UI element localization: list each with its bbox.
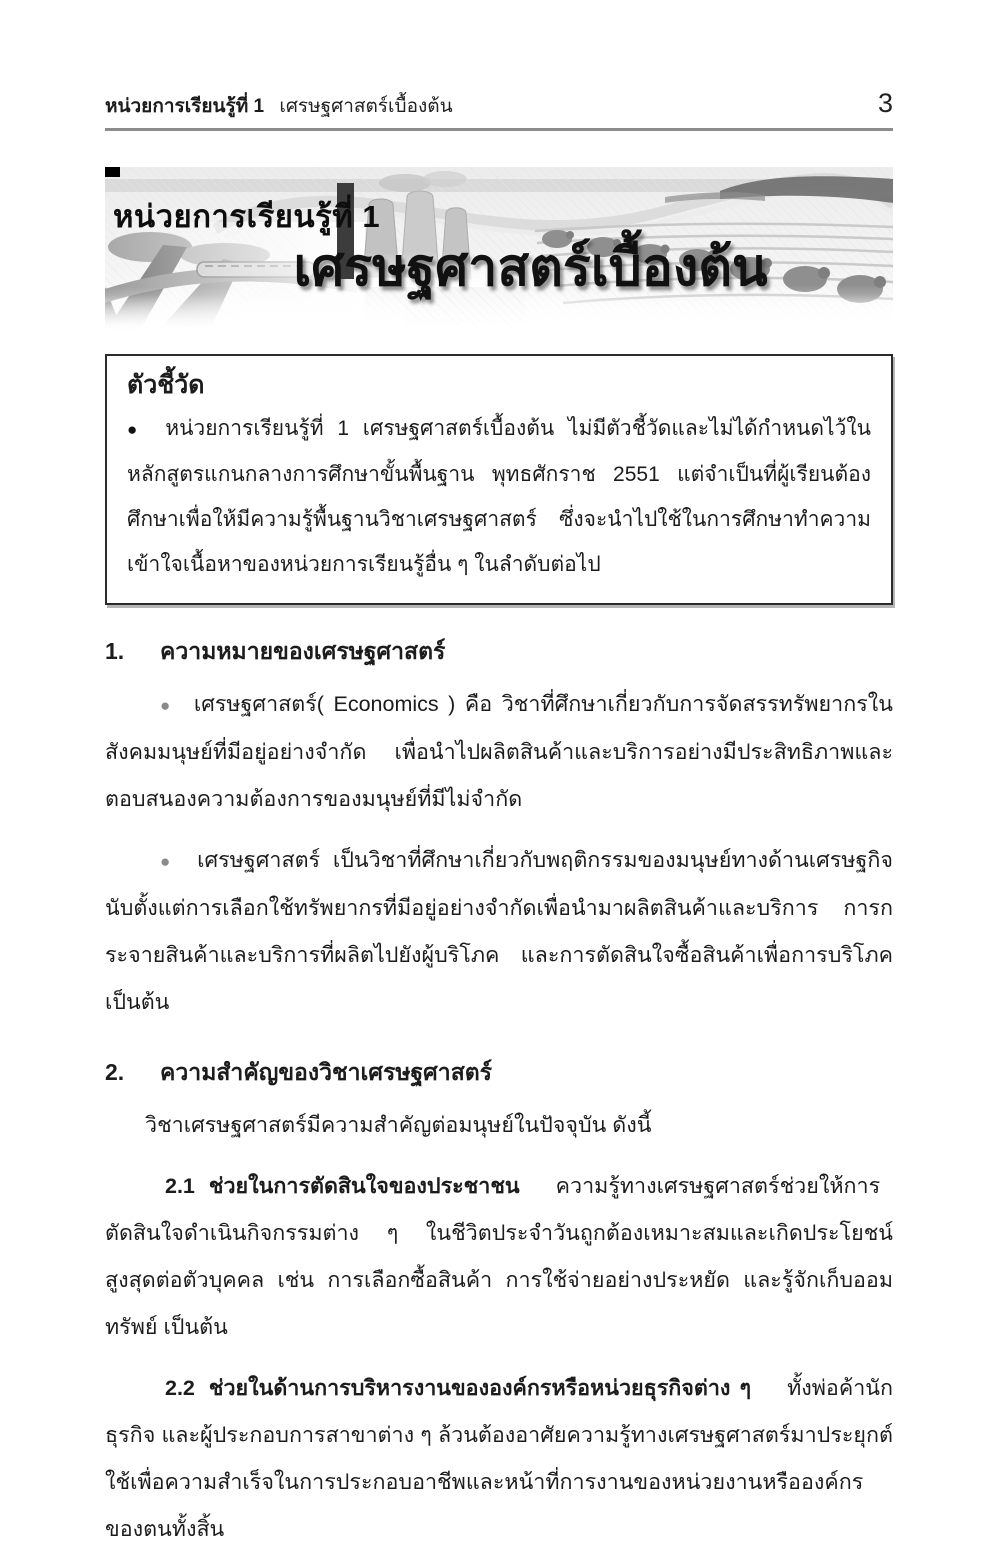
unit-banner [105,167,893,332]
subsection-2-1-title: ช่วยในการตัดสินใจของประชาชน [208,1174,520,1198]
section-2-number: 2. [105,1059,125,1085]
indicator-box-paragraph [127,406,871,587]
bullet-icon: ● [160,852,178,871]
banner-unit-label: หน่วยการเรียนรู้ที่ 1 [113,199,381,234]
section-1-heading [105,635,893,667]
bullet-icon: ● [127,420,146,439]
indicator-box-text: หน่วยการเรียนรู้ที่ 1 เศรษฐศาสตร์เบื้องต้น ไม่มีตัวชี้วัดและไม่ได้กำหนดไว้ในหลักสูตรแกนกลางการศึกษาขั้นพื้นฐาน พุทธศักราช 2551 แต่จำเป็นที่ผู้เรียนต้องศึกษาเพื่อให้มีความรู้พื้นฐานวิชาเศรษฐศาสตร์ ซึ่งจะนำไปใช้ในการศึกษาทำความเข้าใจเนื้อหาของหน่วยการเรียนรู้อื่น ๆ ในลำดับต่อไป [127,417,871,576]
section-2-title: ความสำคัญของวิชาเศรษฐศาสตร์ [160,1059,493,1085]
running-header [105,88,893,121]
indicator-box [105,354,893,605]
indicator-box-title: ตัวชี้วัด [127,371,205,399]
subsection-2-2-text: ทั้งพ่อค้านักธุรกิจ และผู้ประกอบการสาขาต่าง ๆ ล้วนต้องอาศัยความรู้ทางเศรษฐศาสตร์มาประยุกต์ใช้เพื่อความสำเร็จในการประกอบอาชีพและหน้าที่การงานของหน่วยงานหรือองค์กรของตนทั้งสิ้น [105,1376,893,1541]
bullet-icon: ● [160,696,174,715]
subsection-2-1-text: ความรู้ทางเศรษฐศาสตร์ช่วยให้การตัดสินใจดำเนินกิจกรรมต่าง ๆ ในชีวิตประจำวันถูกต้องเหมาะสมและเกิดประโยชน์สูงสุดต่อตัวบุคคล เช่น การเลือกซื้อสินค้า การใช้จ่ายอย่างประหยัด และรู้จักเก็บออมทรัพย์ เป็นต้น [105,1174,893,1339]
subsection-2-1-paragraph [105,1163,893,1351]
subsection-2-2-title: ช่วยในด้านการบริหารงานขององค์กรหรือหน่วยธุรกิจต่าง ๆ [208,1376,752,1400]
section-1-title: ความหมายของเศรษฐศาสตร์ [160,638,446,664]
section-1-paragraph-2 [105,837,893,1026]
banner-unit-title: เศรษฐศาสตร์เบื้องต้น [293,239,768,297]
black-corner-mark [105,167,120,177]
running-header-left [105,91,453,121]
subsection-2-2-heading [165,1376,751,1400]
section-1-number: 1. [105,638,125,664]
running-header-unit-title: เศรษฐศาสตร์เบื้องต้น [279,96,453,117]
section-2-intro: วิชาเศรษฐศาสตร์มีความสำคัญต่อมนุษย์ในปัจจุบัน ดังนี้ [145,1113,652,1137]
subsection-2-2-number: 2.2 [165,1376,195,1400]
section-1-paragraph-2-text: เศรษฐศาสตร์ เป็นวิชาที่ศึกษาเกี่ยวกับพฤติกรรมของมนุษย์ทางด้านเศรษฐกิจ นับตั้งแต่การเลือกใช้ทรัพยากรที่มีอยู่อย่างจำกัดเพื่อนำมาผลิตสินค้าและบริการ การกระจายสินค้าและบริการที่ผลิตไปยังผู้บริโภค และการตัดสินใจซื้อสินค้าเพื่อการบริโภค เป็นต้น [105,848,893,1014]
section-1-paragraph-1 [105,681,893,823]
header-rule [105,128,893,131]
running-header-unit-label: หน่วยการเรียนรู้ที่ 1 [105,96,265,117]
subsection-2-1-heading [165,1174,520,1198]
section-1-paragraph-1-text: เศรษฐศาสตร์( Economics ) คือ วิชาที่ศึกษาเกี่ยวกับการจัดสรรทรัพยากรในสังคมมนุษย์ที่มีอยู่อย่างจำกัด เพื่อนำไปผลิตสินค้าและบริการอย่างมีประสิทธิภาพและตอบสนองความต้องการของมนุษย์ที่มีไม่จำกัด [105,692,893,811]
page-number: 3 [877,88,893,118]
subsection-2-1-number: 2.1 [165,1174,195,1198]
subsection-2-2-paragraph [105,1365,893,1553]
section-2-heading [105,1056,893,1088]
